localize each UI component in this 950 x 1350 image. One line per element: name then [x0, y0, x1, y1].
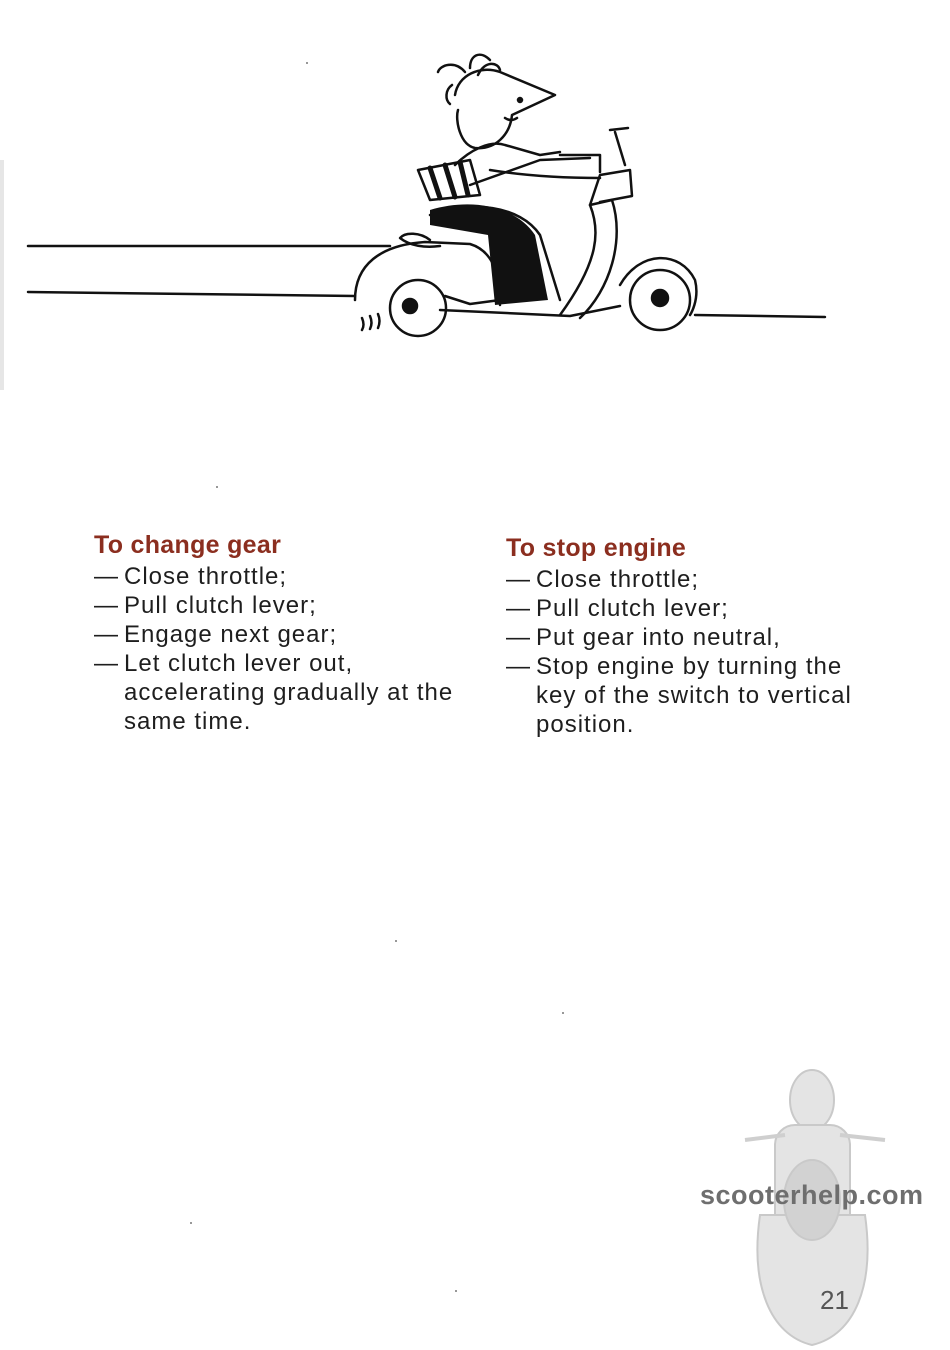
step-text: Stop engine by turning the key of the switch to vertical position. — [536, 653, 852, 738]
paper-speck — [455, 1290, 457, 1292]
step-item — [94, 562, 494, 591]
step-text: Pull clutch lever; — [536, 595, 729, 622]
step-dash: — — [94, 563, 119, 590]
step-item — [506, 565, 866, 594]
step-item — [94, 591, 494, 620]
page-number: 21 — [820, 1285, 849, 1315]
step-dash: — — [94, 650, 119, 677]
paper-speck — [216, 486, 218, 488]
step-dash: — — [506, 595, 531, 622]
step-text: Close throttle; — [124, 563, 288, 590]
paper-speck — [190, 1222, 192, 1224]
step-item — [94, 620, 494, 649]
step-dash: — — [94, 592, 119, 619]
change-gear-steps — [94, 562, 494, 736]
stop-engine-section — [506, 533, 866, 739]
step-text: Engage next gear; — [124, 621, 338, 648]
step-item — [506, 652, 866, 739]
watermark-text: scooterhelp.com — [700, 1180, 924, 1210]
step-item — [506, 594, 866, 623]
change-gear-heading: To change gear — [94, 531, 282, 559]
stop-engine-steps — [506, 565, 866, 739]
change-gear-section — [94, 530, 494, 736]
step-item — [94, 649, 494, 736]
paper-speck — [306, 62, 308, 64]
paper-speck — [395, 940, 397, 942]
step-text: Close throttle; — [536, 566, 700, 593]
step-text: Let clutch lever out, accelerating gradually at the same time. — [124, 650, 454, 735]
paper-speck — [562, 1012, 564, 1014]
step-text: Put gear into neutral, — [536, 624, 781, 651]
step-text: Pull clutch lever; — [124, 592, 317, 619]
step-item — [506, 623, 866, 652]
step-dash: — — [506, 624, 531, 651]
step-dash: — — [506, 566, 531, 593]
step-dash: — — [506, 653, 531, 680]
scooter-rider-illustration — [0, 0, 950, 420]
step-dash: — — [94, 621, 119, 648]
stop-engine-heading: To stop engine — [506, 534, 687, 562]
